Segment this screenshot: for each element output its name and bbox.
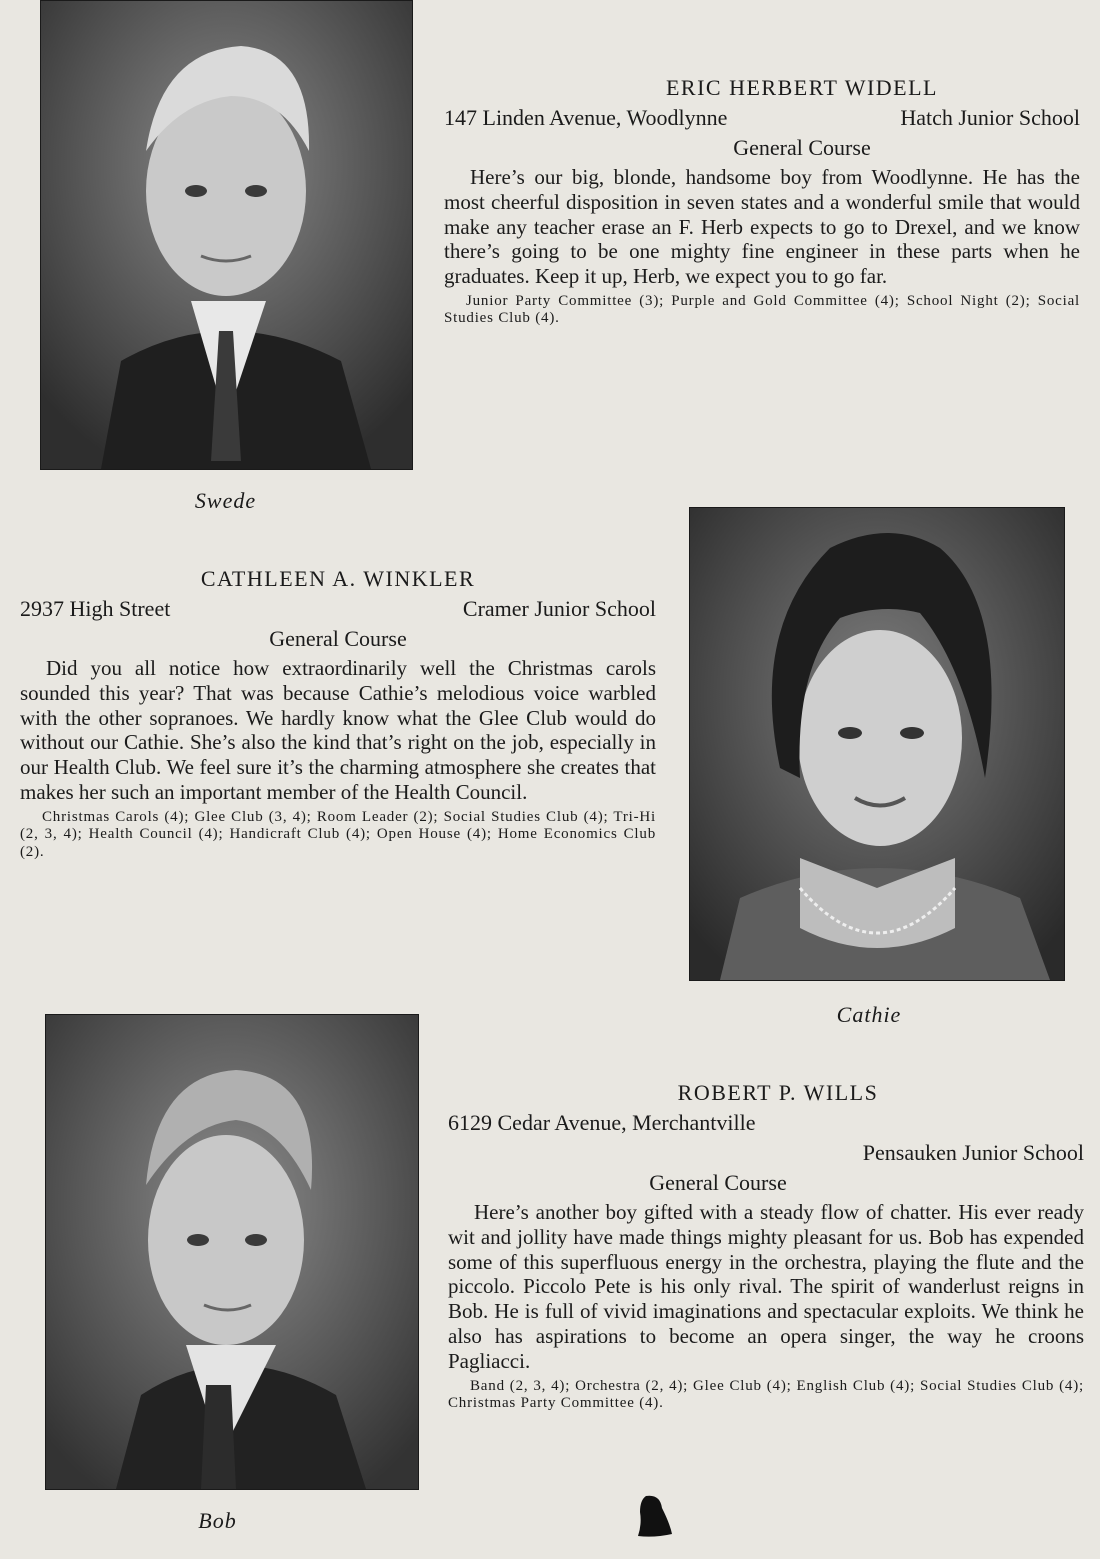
address-line bbox=[448, 1108, 1084, 1138]
portrait-photo-robert-wills bbox=[45, 1014, 419, 1490]
course-name: General Course bbox=[269, 626, 407, 651]
course-name: General Course bbox=[649, 1170, 787, 1195]
student-name: ERIC HERBERT WIDELL bbox=[665, 75, 938, 100]
home-address: 2937 High Street bbox=[20, 596, 171, 621]
student-entry-cathleen-winkler bbox=[20, 564, 656, 861]
nickname-cathleen-winkler: Cathie bbox=[836, 1002, 902, 1027]
student-name: CATHLEEN A. WINKLER bbox=[200, 566, 476, 591]
student-name: ROBERT P. WILLS bbox=[677, 1080, 879, 1105]
nickname-robert-wills: Bob bbox=[198, 1508, 237, 1533]
portrait-photo-cathleen-winkler bbox=[689, 507, 1065, 981]
student-entry-robert-wills bbox=[448, 1078, 1084, 1413]
portrait-photo-eric-widell bbox=[40, 0, 413, 470]
address-line bbox=[20, 594, 656, 624]
ink-smudge bbox=[634, 1494, 674, 1538]
student-entry-eric-widell bbox=[444, 73, 1080, 328]
home-address: 6129 Cedar Avenue, Merchantville bbox=[448, 1110, 756, 1135]
student-bio: Here’s our big, blonde, handsome boy from Woodlynne. He has the most cheerful disposition in seven states and a wonderful smile that would make any teacher erase an F. Herb expects to go to Drexel, and we know there’s going to be one mighty fine engineer in these parts when he graduates. Keep it up, Herb, we expect you to go far. bbox=[444, 165, 1080, 289]
student-bio: Here’s another boy gifted with a steady flow of chatter. His ever ready wit and jollity have made things mighty pleasant for us. Bob has expended some of this superfluous energy in the orchestra, playing the flute and the piccolo. Piccolo Pete is his only rival. The spirit of wanderlust reigns in Bob. He is full of vivid imaginations and spectacular exploits. We think he also has aspirations to become an opera singer, the way he croons Pagliacci. bbox=[448, 1200, 1084, 1373]
junior-school: Pensauken Junior School bbox=[862, 1140, 1084, 1165]
student-bio: Did you all notice how extraordinarily well the Christmas carols sounded this year? That was because Cathie’s melodious voice warbled with the other sopranoes. We hardly know what the Glee Club would do without our Cathie. She’s also the kind that’s right on the job, especially in our Health Club. We feel sure it’s the charming atmosphere she creates that makes her such an important member of the Health Council. bbox=[20, 656, 656, 804]
home-address: 147 Linden Avenue, Woodlynne bbox=[444, 105, 728, 130]
student-activities: Christmas Carols (4); Glee Club (3, 4); Room Leader (2); Social Studies Club (4); Tri-Hi (2, 3, 4); Health Council (4); Handicraft Club (4); Open House (4); Home Economics Club (2). bbox=[20, 808, 656, 860]
student-activities: Band (2, 3, 4); Orchestra (2, 4); Glee Club (4); English Club (4); Social Studies Club (4); Christmas Party Committee (4). bbox=[448, 1377, 1084, 1412]
address-line bbox=[444, 103, 1080, 133]
course-name: General Course bbox=[733, 135, 871, 160]
junior-school: Cramer Junior School bbox=[462, 596, 656, 621]
student-activities: Junior Party Committee (3); Purple and Gold Committee (4); School Night (2); Social Studies Club (4). bbox=[444, 292, 1080, 327]
junior-school: Hatch Junior School bbox=[900, 105, 1080, 130]
nickname-eric-widell: Swede bbox=[194, 488, 257, 513]
